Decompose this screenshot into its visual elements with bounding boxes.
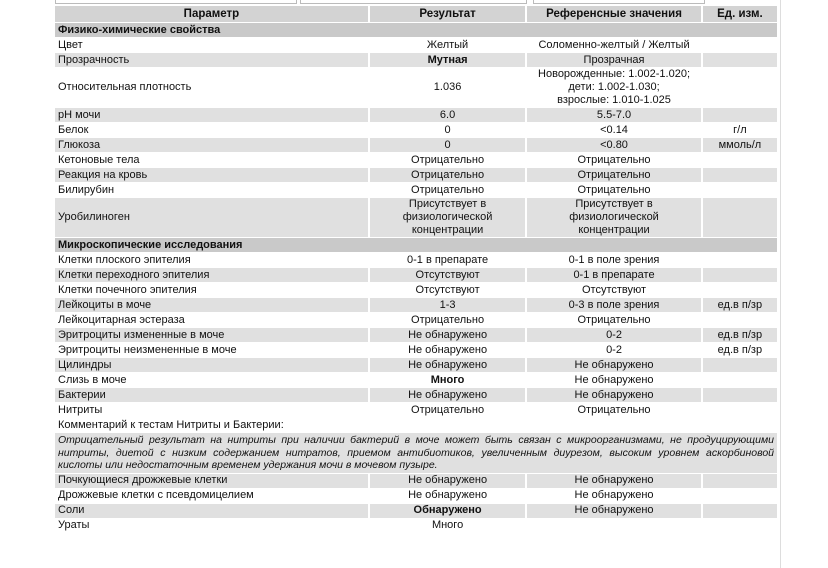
result-cell: Мутная	[370, 53, 525, 67]
ref-cell: Отрицательно	[527, 153, 700, 167]
ref-cell: Отрицательно	[527, 403, 700, 417]
result-cell: 0	[370, 138, 525, 152]
table-row	[55, 283, 777, 297]
ref-cell: Не обнаружено	[527, 358, 700, 372]
ref-cell: Отрицательно	[527, 168, 700, 182]
comment-text: Отрицательный результат на нитриты при наличии бактерий в моче может быть связан с микроорганизмами, не продуцирующими нитриты, диетой с низким содержанием нитратов, приемом антибиотиков, увеличенным диурезом, высоким уровнем аскорбиновой кислоты или недостаточным временем удержания мочи в мочевом пузыре.	[55, 433, 777, 473]
unit-cell	[703, 53, 777, 67]
unit-cell: ед.в п/зр	[703, 343, 777, 357]
header-reference: Референсные значения	[527, 6, 700, 22]
table-row	[55, 53, 777, 67]
result-cell: Не обнаружено	[370, 489, 525, 503]
param-cell: Билирубин	[55, 183, 368, 197]
unit-cell	[703, 474, 777, 488]
result-cell: 0-1 в препарате	[370, 253, 525, 267]
ref-cell: Не обнаружено	[527, 504, 700, 518]
table-row	[55, 489, 777, 503]
param-cell: Относительная плотность	[55, 68, 368, 107]
param-cell: Клетки переходного эпителия	[55, 268, 368, 282]
result-cell: Отрицательно	[370, 153, 525, 167]
result-cell: 0	[370, 123, 525, 137]
result-cell: Не обнаружено	[370, 328, 525, 342]
param-cell: Белок	[55, 123, 368, 137]
unit-cell	[703, 373, 777, 387]
table-row	[55, 343, 777, 357]
result-cell: Не обнаружено	[370, 388, 525, 402]
param-cell: Лейкоцитарная эстераза	[55, 313, 368, 327]
ref-cell: <0.80	[527, 138, 700, 152]
param-cell: Почкующиеся дрожжевые клетки	[55, 474, 368, 488]
result-cell: Не обнаружено	[370, 358, 525, 372]
result-line: физиологической	[402, 211, 493, 223]
param-cell: Дрожжевые клетки с псевдомицелием	[55, 489, 368, 503]
unit-cell	[703, 38, 777, 52]
ref-line: дети: 1.002-1.030;	[568, 81, 660, 93]
unit-cell	[703, 183, 777, 197]
ref-cell: Соломенно-желтый / Желтый	[527, 38, 700, 52]
unit-cell: ммоль/л	[703, 138, 777, 152]
table-row	[55, 519, 777, 533]
param-cell: Прозрачность	[55, 53, 368, 67]
unit-cell	[703, 198, 777, 237]
result-cell: 1.036	[370, 68, 525, 107]
table-row	[55, 358, 777, 372]
param-cell: Нитриты	[55, 403, 368, 417]
ref-cell	[527, 68, 700, 107]
table-row	[55, 373, 777, 387]
ref-cell: Отсутствуют	[527, 283, 700, 297]
unit-cell: ед.в п/зр	[703, 298, 777, 312]
section-row	[55, 23, 777, 37]
ref-cell: 5.5-7.0	[527, 108, 700, 122]
section-row	[55, 238, 777, 252]
table-row	[55, 268, 777, 282]
table-row	[55, 403, 777, 417]
result-line: Присутствует в	[408, 198, 487, 210]
result-line: концентрации	[411, 224, 484, 236]
param-cell: Соли	[55, 504, 368, 518]
ref-cell	[527, 519, 700, 533]
param-cell: Клетки плоского эпителия	[55, 253, 368, 267]
header-parameter: Параметр	[55, 6, 368, 22]
unit-cell	[703, 268, 777, 282]
table-row	[55, 388, 777, 402]
unit-cell	[703, 108, 777, 122]
result-cell: Отрицательно	[370, 403, 525, 417]
unit-cell	[703, 504, 777, 518]
param-cell: Эритроциты измененные в моче	[55, 328, 368, 342]
ref-cell: Отрицательно	[527, 313, 700, 327]
unit-cell	[703, 283, 777, 297]
result-cell: Отрицательно	[370, 313, 525, 327]
ref-line: Присутствует в	[575, 198, 653, 210]
result-cell: Отрицательно	[370, 183, 525, 197]
table-row	[55, 474, 777, 488]
param-cell: Бактерии	[55, 388, 368, 402]
table-row	[55, 328, 777, 342]
result-cell: Много	[370, 373, 525, 387]
section-title: Микроскопические исследования	[55, 238, 777, 252]
unit-cell	[703, 313, 777, 327]
table-row	[55, 153, 777, 167]
result-cell: Желтый	[370, 38, 525, 52]
table-row	[55, 108, 777, 122]
ref-cell: Не обнаружено	[527, 373, 700, 387]
table-header	[55, 6, 777, 22]
unit-cell	[703, 68, 777, 107]
result-cell: Отрицательно	[370, 168, 525, 182]
param-cell: Уробилиноген	[55, 198, 368, 237]
result-cell: Не обнаружено	[370, 343, 525, 357]
ref-cell: 0-1 в препарате	[527, 268, 700, 282]
unit-cell	[703, 358, 777, 372]
result-cell: Отсутствуют	[370, 268, 525, 282]
param-cell: Реакция на кровь	[55, 168, 368, 182]
param-cell: Слизь в моче	[55, 373, 368, 387]
param-cell: Клетки почечного эпителия	[55, 283, 368, 297]
param-cell: Цвет	[55, 38, 368, 52]
table-row	[55, 198, 777, 237]
result-cell: Обнаружено	[370, 504, 525, 518]
ref-cell: 0-1 в поле зрения	[527, 253, 700, 267]
unit-cell	[703, 153, 777, 167]
ref-cell: 0-2	[527, 343, 700, 357]
unit-cell: ед.в п/зр	[703, 328, 777, 342]
page-edge	[780, 0, 781, 568]
unit-cell	[703, 168, 777, 182]
param-cell: Кетоновые тела	[55, 153, 368, 167]
param-cell: Эритроциты неизмененные в моче	[55, 343, 368, 357]
ref-cell: Не обнаружено	[527, 388, 700, 402]
ref-line: взрослые: 1.010-1.025	[557, 94, 671, 106]
result-cell: Много	[370, 519, 525, 533]
ref-line: физиологической	[569, 211, 659, 223]
unit-cell	[703, 403, 777, 417]
ref-cell: 0-2	[527, 328, 700, 342]
header-units: Ед. изм.	[703, 6, 777, 22]
ref-cell: 0-3 в поле зрения	[527, 298, 700, 312]
result-cell: 1-3	[370, 298, 525, 312]
table-row	[55, 68, 777, 107]
table-row	[55, 183, 777, 197]
ref-cell: Отрицательно	[527, 183, 700, 197]
result-cell: Не обнаружено	[370, 474, 525, 488]
unit-cell	[703, 388, 777, 402]
table-row	[55, 313, 777, 327]
unit-cell: г/л	[703, 123, 777, 137]
table-row	[55, 138, 777, 152]
param-cell: pH мочи	[55, 108, 368, 122]
unit-cell	[703, 519, 777, 533]
table-row	[55, 504, 777, 518]
ref-cell: Прозрачная	[527, 53, 700, 67]
table-row	[55, 168, 777, 182]
comment-title: Комментарий к тестам Нитриты и Бактерии:	[55, 418, 777, 432]
table-row	[55, 38, 777, 52]
section-title: Физико-химические свойства	[55, 23, 777, 37]
ref-cell	[527, 198, 700, 237]
param-cell: Лейкоциты в моче	[55, 298, 368, 312]
param-cell: Цилиндры	[55, 358, 368, 372]
result-cell: Отсутствуют	[370, 283, 525, 297]
comment-body-row	[55, 433, 777, 473]
param-cell: Глюкоза	[55, 138, 368, 152]
ref-line: концентрации	[578, 224, 650, 236]
comment-title-row	[55, 418, 777, 432]
ref-cell: Не обнаружено	[527, 474, 700, 488]
table-row	[55, 298, 777, 312]
unit-cell	[703, 253, 777, 267]
param-cell: Ураты	[55, 519, 368, 533]
header-result: Результат	[370, 6, 525, 22]
ref-cell: Не обнаружено	[527, 489, 700, 503]
table-row	[55, 123, 777, 137]
ref-cell: <0.14	[527, 123, 700, 137]
result-cell: 6.0	[370, 108, 525, 122]
result-cell	[370, 198, 525, 237]
ref-line: Новорожденные: 1.002-1.020;	[538, 68, 690, 80]
unit-cell	[703, 489, 777, 503]
table-row	[55, 253, 777, 267]
results-table	[53, 5, 779, 534]
